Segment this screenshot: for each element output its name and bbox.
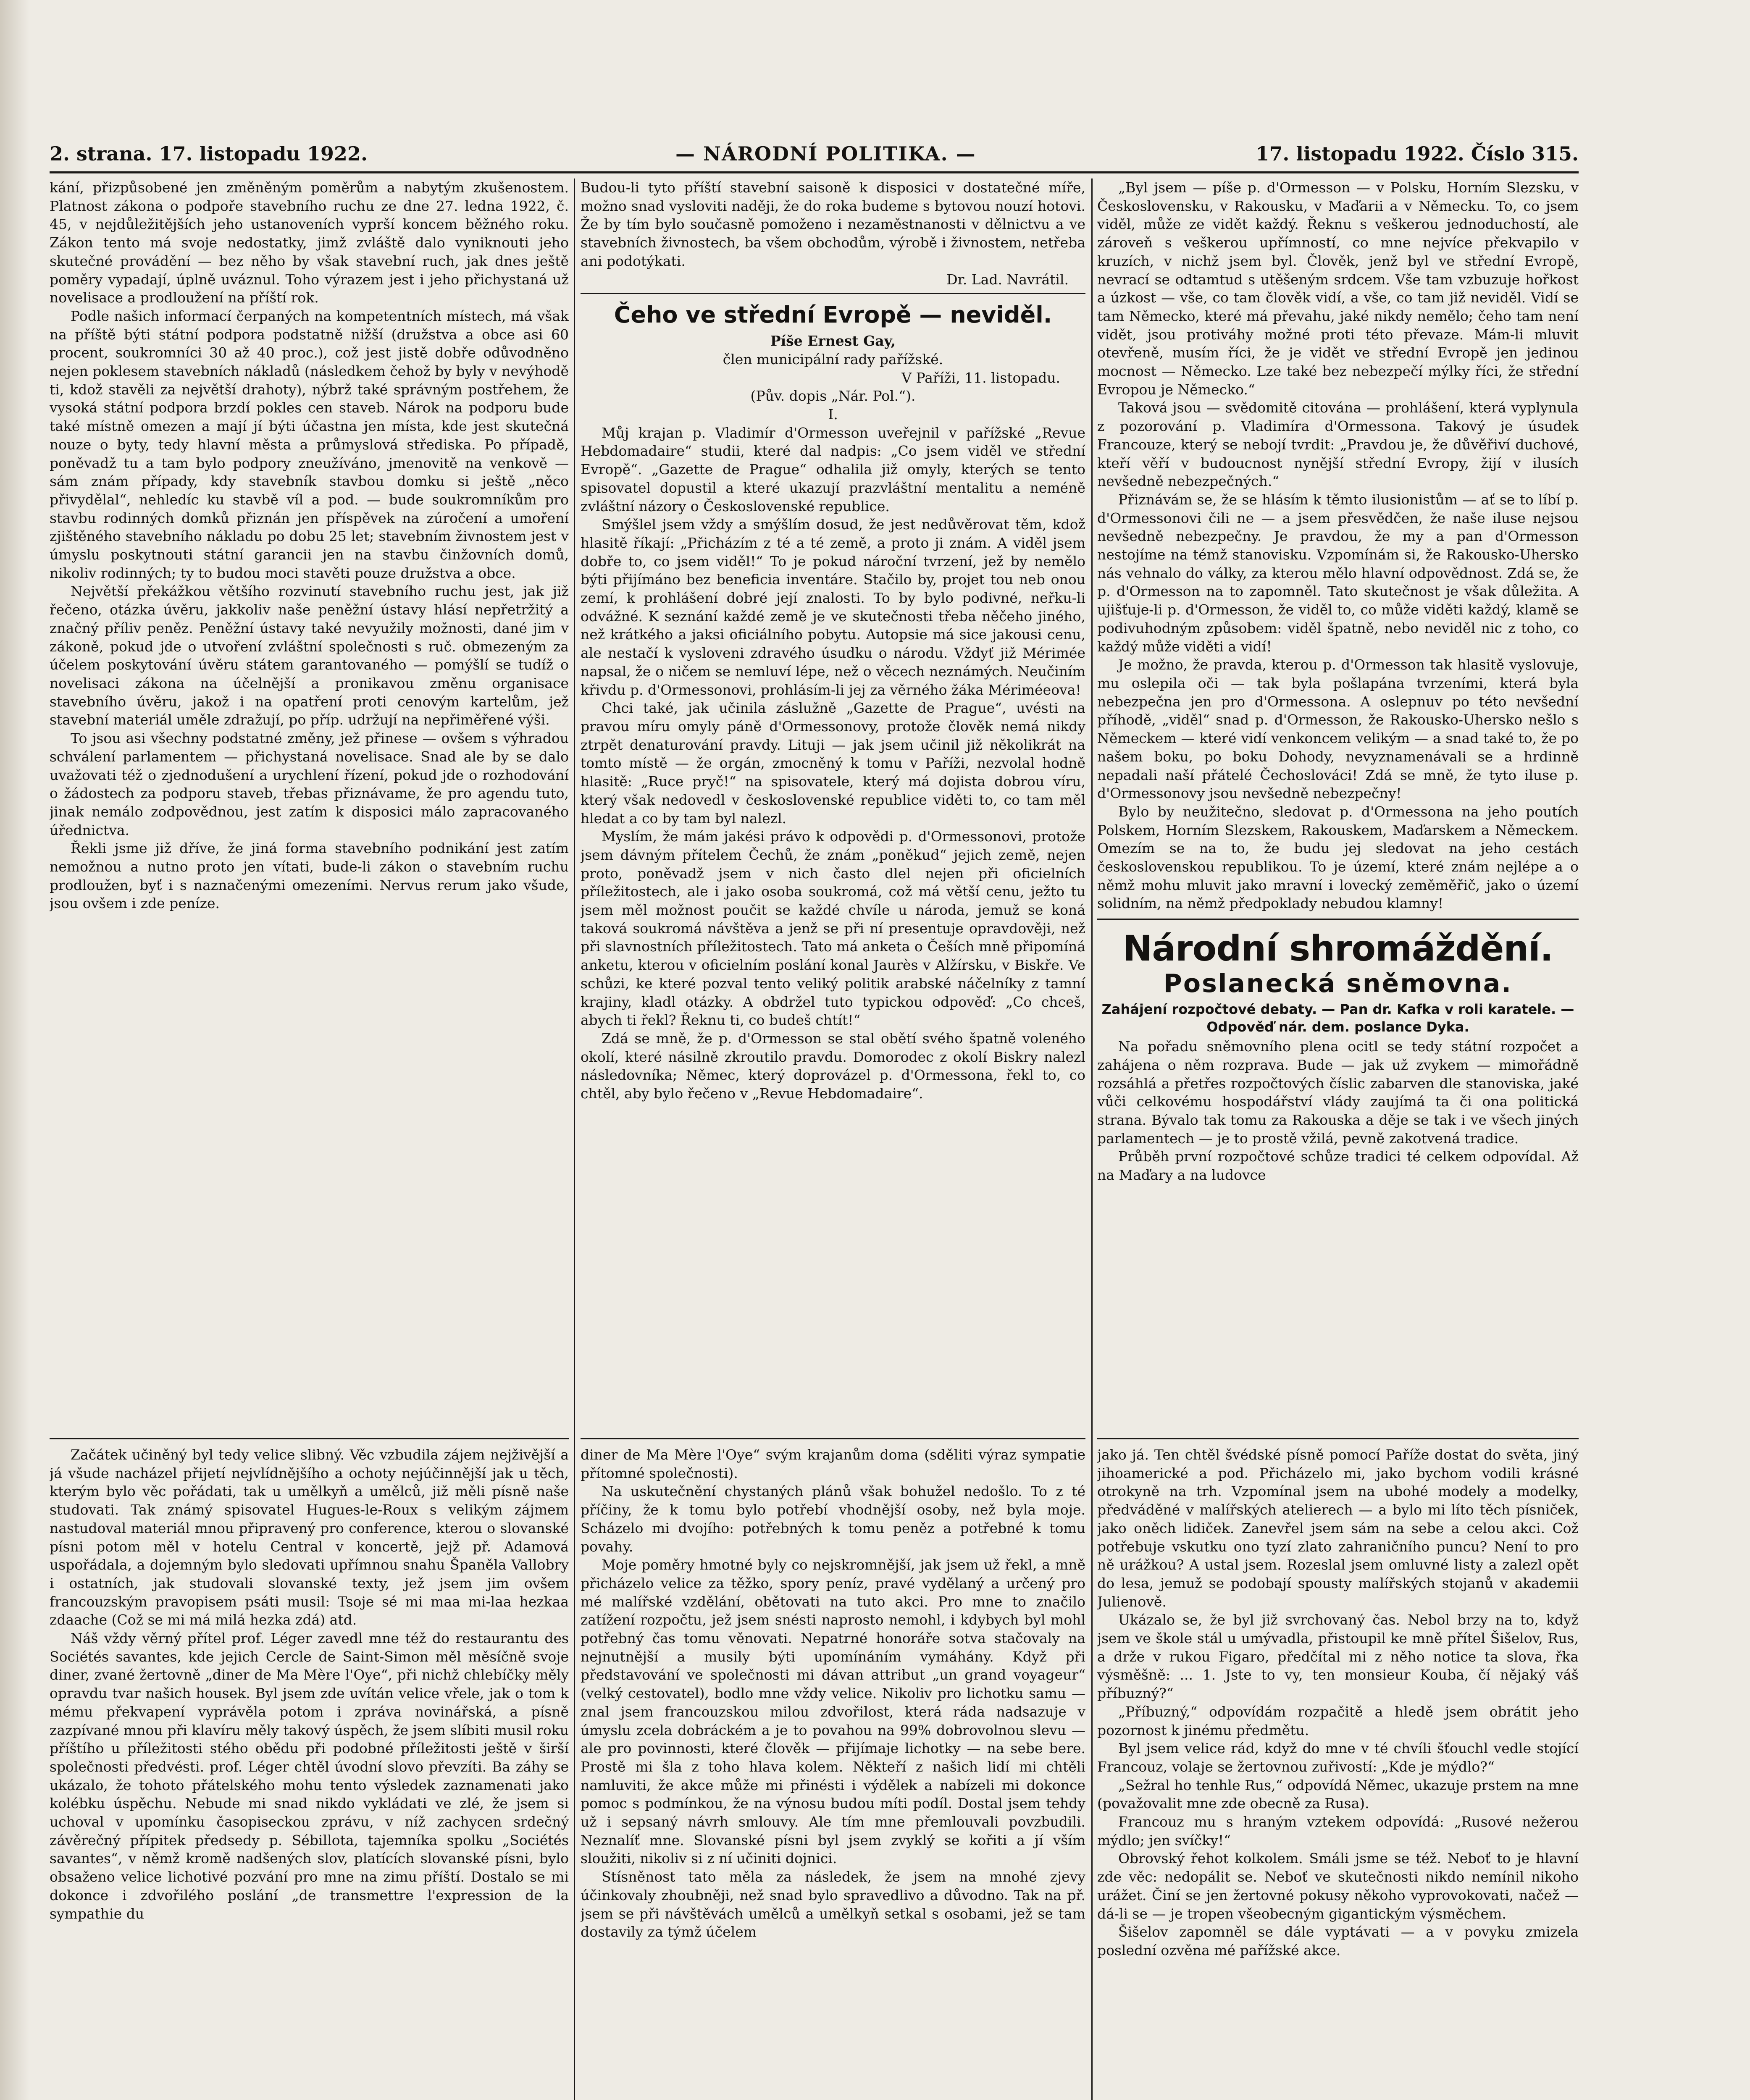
paragraph: Je možno, že pravda, kterou p. d'Ormesson tak hlasitě vyslovuje, mu oslepila oči — tak byla pošlapána tvrzeními, která byla nebezpečna jen pro d'Ormessona. A oslepnuv po této nevšední příhodě, „viděl“ snad p. d'Ormesson, že Rakousko-Uhersko nešlo s Německem — které vidí venkoncem velikým — a snad také to, že po našem boku, po boku Dohody, nevyznamenávali se a hrdinně nepadali naší přátelé Čechoslováci! Zdá se mně, že tyto iluse p. d'Ormessonovy jsou nevšedně nebezpečny! <box>1097 656 1579 802</box>
paragraph: Budou-li tyto příští stavební saisoně k disposici v dostatečné míře, možno snad vysloviti naději, že do roka budeme s bytovou nouzí hotovi. Že by tím bylo současně pomoženo i nezaměstnanosti v dělnictvu a ve stavebních živnostech, ba všem obchodům, výrobě i živnostem, netřeba ani podotýkati. <box>581 179 1085 269</box>
dateline: V Paříži, 11. listopadu. <box>901 369 1060 386</box>
page-edge-shadow <box>0 0 29 2100</box>
paragraph: Průběh první rozpočtové schůze tradici té celkem odpovídal. Až na Maďary a na ludovce <box>1097 1148 1579 1184</box>
parliament-headline: Národní shromáždění. <box>1123 928 1553 969</box>
paragraph: „Sežral ho tenhle Rus,“ odpovídá Němec, ukazuje prstem na mne (považovalit mne zde obecně za Rusa). <box>1097 1777 1579 1812</box>
paragraph: „Příbuzný,“ odpovídám rozpačitě a hledě jsem obrátit jeho pozornost k jinému předmětu. <box>1097 1703 1579 1738</box>
column-rule-1 <box>574 178 575 2100</box>
masthead <box>50 141 1579 171</box>
section-number: I. <box>828 406 838 423</box>
paragraph: Na uskutečnění chystaných plánů však bohužel nedošlo. To z té příčiny, že k tomu bylo potřebí vhodnější osoby, než byla moje. Scházelo mi dvojího: potřebných k tomu peněz a potřebné k tomu povahy. <box>581 1483 1085 1555</box>
parliament-subheadline: Poslanecká sněmovna. <box>1163 969 1513 999</box>
paragraph: kání, přizpůsobené jen změněným poměrům a nabytým zkušenostem. Platnost zákona o podpoře stavebního ruchu ze dne 27. ledna 1922, č. 45, v nejdůležitějších jeho ustanoveních vyprší koncem běžného roku. Zákon tento má svoje nedostatky, jimž zvláště dalo vyniknouti jeho skutečné provádění — bez něho by však stavební ruch, jak dnes ještě poměry vypadají, úplně uváznul. Toho výrazem jest i jeho přichystaná už novelisace a prodloužení na příští rok. <box>50 179 569 306</box>
feuilleton-rule-3 <box>1097 1438 1579 1439</box>
paragraph: Obrovský řehot kolkolem. Smáli jsme se též. Neboť to je hlavní zde věc: nedopálit se. Neboť ve skutečnosti nikdo nemínil nikoho urážet. Činí se jen žertovné pokusy někoho vyprovokovati, načež — dá-li se — je tropen všeobecným gigantickým výsměchem. <box>1097 1850 1579 1922</box>
paragraph: Taková jsou — svědomitě citována — prohlášení, která vyplynula z pozorování p. Vladimíra d'Ormessona. Takový je úsudek Francouze, který se nebojí tvrdit: „Pravdou je, že důvěřiví duchové, kteří věří v budoucnost nynější střední Evropy, žijí v ilusích nevšedně nebezpečných.“ <box>1097 399 1579 490</box>
paragraph: „Byl jsem — píše p. d'Ormesson — v Polsku, Horním Slezsku, v Československu, v Rakousku, v Maďarii a v Německu. To, co jsem viděl, může ze vidět každý. Řeknu s veškerou jednoduchostí, ale zároveň s veškerou upřímností, co mne nejvíce překvapilo v kruzích, v nichž jsem byl. Člověk, jenž byl ve střední Evropě, nevrací se odtamtud s utěšeným srdcem. Vše tam vzbuzuje hořkost a úzkost — vše, co tam člověk vidí, a vše, co tam již neviděl. Vidí se tam Německo, které má převahu, jaké nikdy nemělo; čeho tam není vidět, jsou protiváhy možné proti této převaze. Mám-li mluvit otevřeně, musím říci, že je vidět ve střední Evropě jen jedinou mocnost — Německo. Lze také bez nebezpečí mýlky říci, že střední Evropou je Německo.“ <box>1097 179 1579 398</box>
paragraph: Stísněnost tato měla za následek, že jsem na mnohé zjevy účinkovaly zhoubněji, než snad bylo spravedlivo a důvodno. Tak na př. jsem se při návštěvách umělců a umělkyň setkal s osobami, jež se tam dostavily za týmž účelem <box>581 1869 1085 1940</box>
central-europe-continued-column <box>1097 178 1579 1434</box>
column-rule-2 <box>1091 178 1093 2100</box>
signature: Dr. Lad. Navrátil. <box>946 271 1069 288</box>
byline-author: Píše Ernest Gay, <box>770 333 896 349</box>
paragraph: Francouz mu s hraným vztekem odpovídá: „Rusové nežerou mýdlo; jen svíčky!“ <box>1097 1814 1579 1848</box>
housing-article-column <box>50 178 569 1434</box>
central-europe-article-column <box>581 178 1085 1434</box>
paragraph: Bylo by neužitečno, sledovat p. d'Ormessona na jeho poutích Polskem, Horním Slezskem, Rakouskem, Maďarskem a Německem. Omezím se na to, že budu jej sledovat na jeho cestách československou republikou. To je území, které znám nejlépe a o němž mohu mluvit jako mravní i lovecký zeměměřič, jako o území solidním, na němž předpoklady nebudou klamny! <box>1097 803 1579 912</box>
paragraph: Řekli jsme již dříve, že jiná forma stavebního podnikání jest zatím nemožnou a nutno proto jen vítati, bude-li zákon o stavebním ruchu prodloužen, byť i s naznačenými omezeními. Nervus rerum jako všude, jsou ovšem i zde peníze. <box>50 840 569 912</box>
paragraph: Chci také, jak učinila záslužně „Gazette de Prague“, uvésti na pravou míru omyly páně d'Ormessonovy, protože člověk nemá nikdy ztrpět denaturování pravdy. Lituji — jak jsem učinil již několikrát na tomto místě — že orgán, zmocněný k tomu v Paříži, nezvolal hodně hlasitě: „Ruce pryč!“ na spisovatele, který má dojista dobrou víru, který však nedovedl v československé republice viděti to, co tam měl hledat a co by tam byl nalezl. <box>581 700 1085 827</box>
paragraph: Ukázalo se, že byl již svrchovaný čas. Nebol brzy na to, když jsem ve škole stál u umývadla, přistoupil ke mně přítel Šišelov, Rus, a drže v rukou Figaro, předčítal mi z něho notice ta slova, řka výsměšně: ... 1. Jste to vy, ten monsieur Kouba, čí nějaký váš příbuzný?“ <box>1097 1612 1579 1702</box>
paragraph: Byl jsem velice rád, když do mne v té chvíli šťouchl vedle stojící Francouz, volaje se žertovnou zuřivostí: „Kde je mýdlo?“ <box>1097 1740 1579 1775</box>
paragraph: Přiznávám se, že se hlásím k těmto ilusionistům — ať se to líbí p. d'Ormessonovi čili ne — a jsem přesvědčen, že naše iluse nejsou nevšedně nebezpečny. Je pravdou, že my a pan d'Ormesson nestojíme na témž stanovisku. Vzpomínám si, že Rakousko-Uhersko nás vehnalo do války, za kterou mělo hlavní odpovědnost. Zdá se, že p. d'Ormesson na to zapomněl. Tato skutečnost je však důležita. A ujišťuje-li p. d'Ormesson, že viděl to, co může viděti každý, klamě se podivuhodným způsobem: viděl špatně, nebo neviděl nic z toho, co každý může viděti a vidí! <box>1097 491 1579 655</box>
masthead-rule <box>50 171 1579 173</box>
issue-number-date: 17. listopadu 1922. Číslo 315. <box>1256 142 1579 165</box>
feuilleton-column-3 <box>1097 1446 1579 2100</box>
feuilleton-rule-2 <box>581 1438 1085 1439</box>
paragraph: diner de Ma Mère l'Oye“ svým krajanům doma (sděliti výraz sympatie přítomné společnosti). <box>581 1446 1085 1481</box>
paragraph: Moje poměry hmotné byly co nejskromnější, jak jsem už řekl, a mně přicházelo velice za těžko, spory peníz, pravé vydělaný a určený pro mé malířské vzdělání, obětovati na tuto akci. Pro mne to značilo zatížení rozpočtu, jež jsem snésti naprosto nemohl, i kdybych byl mohl potřebný čas tomu věnovati. Nepatrné honoráře sotva stačovaly na nejnutnější a musily býti upomínáním vymáhány. Když při představování ve společnosti mi dávan attribut „un grand voyageur“ (velký cestovatel), bodlo mne vždy velice. Nikoliv pro lichotku samu — znal jsem francouzskou milou zdvořilost, která ráda nadsazuje v úmyslu zcela dobráckém a je to povahou na 99% dobrovolnou slevu — ale pro povinnosti, které člověk — přijímaje lichotky — na sebe bere. Prostě mi šla z toho hlava kolem. Někteří z našich lidí mi chtěli namluviti, že akce může mi přinésti i výdělek a nabízeli mi dokonce pomoc s podmínkou, že na výnosu budou míti podíl. Dostal jsem tehdy už i sepsaný návrh smlouvy. Ale tím mne přemlouvali povzbudili. Neznalíť mne. Slovanské písni byl jsem zvyklý se kořiti a jí vším sloužiti, nikoliv si z ní učiniti dojnici. <box>581 1557 1085 1867</box>
paragraph: Šišelov zapomněl se dále vyptávati — a v povyku zmizela poslední ozvěna mé pařížské akce. <box>1097 1924 1579 1958</box>
feuilleton-column-1 <box>50 1446 569 2100</box>
paragraph: Smýšlel jsem vždy a smýšlím dosud, že jest nedůvěrovat těm, kdož hlasitě říkají: „Přicházím z té a té země, a proto ji znám. A viděl jsem dobře to, co jsem viděl!“ To je pokud nároční tvrzení, jež by nemělo býti přijímáno bez beneficia inventáre. Stačilo by, projet tou neb onou zemí, k prohlášení dobré její znalosti. To by bylo podivné, neřku-li odvážné. K seznání každé země je ve skutečnosti třeba něčeho jiného, než krátkého a jaksi oficiálního pobytu. Autopsie má sice jakousi cenu, ale nestačí k vysloveni zdravého úsudku o národu. Vždyť již Mérimée napsal, že o ničem se nemluví lépe, než o věcech neznámých. Neučiním křivdu p. d'Ormessonovi, prohlásím-li jej za věrného žáka Mériméeova! <box>581 516 1085 698</box>
paragraph: Myslím, že mám jakési právo k odpovědi p. d'Ormessonovi, protože jsem dávným přítelem Čechů, že znám „poněkud“ jejich země, nejen proto, poněvadž jsem v nich často dlel nejen při oficielních příležitostech, ale i jako osoba soukromá, což má větší cenu, ježto tu jsem měl možnost poučit se každé chvíle u národa, jemuž se koná taková soukromá návštěva a jenž se při ní presentuje opravdověji, než při slavnostních příležitostech. Tato má anketa o Češích mně připomíná anketu, kterou v oficielním poslání konal Jaurès v Alžírsku, v Biskře. Ve schůzi, ke které pozval tento veliký politik arabské náčelníky z tamní krajiny, kladl otázky. A obdržel tuto typickou odpověď: „Co chceš, abych ti řekl? Řeknu ti, co budeš chtít!“ <box>581 828 1085 1029</box>
paragraph: Zdá se mně, že p. d'Ormesson se stal obětí svého špatně voleného okolí, které násilně zkroutilo pravdu. Domorodec z okolí Biskry nalezl následovníka; Němec, který doprovázel p. d'Ormessona, řekl to, co chtěl, aby bylo řečeno v „Revue Hebdomadaire“. <box>581 1030 1085 1102</box>
newspaper-title: — NÁRODNÍ POLITIKA. — <box>675 142 976 165</box>
paragraph: To jsou asi všechny podstatné změny, jež přinese — ovšem s výhradou schválení parlamentem — přichystaná novelisace. Snad ale by se dalo uvažovati též o zjednodušení a urychlení řízení, pokud jde o rozhodování o žádostech za podporu staveb, třebas přiznávame, že pro agendu tuto, jinak nemálo zodpovědnou, jest zatím k disposici málo zapracovaného úřednictva. <box>50 730 569 838</box>
paragraph: Na pořadu sněmovního plena ocitl se tedy státní rozpočet a zahájena o něm rozprava. Bude — jak už zvykem — mimořádně rozsáhlá a přetřes rozpočtových číslic zabarven dle stanoviska, jaké vůči celkovému hospodářství vlády zaujímá ta či ona politická strana. Bývalo tak tomu za Rakouska a děje se tak i ve všech jiných parlamentech — je to prostě vžilá, pevně zakotvená tradice. <box>1097 1038 1579 1147</box>
origin-note: (Pův. dopis „Nár. Pol.“). <box>750 388 916 404</box>
feuilleton-rule-1 <box>50 1438 569 1439</box>
paragraph: Největší překážkou většího rozvinutí stavebního ruchu jest, jak již řečeno, otázka úvěru, jakkoliv naše peněžní ústavy hlásí nepřetržitý a značný příliv peněz. Peněžní ústavy také nevyužily možnosti, dané jim v zákoně, pokud jde o utvoření zvláštní společnosti s ruč. obmezeným za účelem poskytování úvěru státem garantovaného — pomýšlí se tudíž o novelisaci zákona na účelnější a pronikavou změnu organisace stavebního úvěru, jakož i na opatření proti cenovým kartelům, jež stavební materiál uměle zdražují, po příp. udržují na nepřiměřené výši. <box>50 583 569 728</box>
article-separator <box>1097 919 1579 920</box>
parliament-summary: Zahájení rozpočtové debaty. — Pan dr. Kafka v roli karatele. — Odpověď nár. dem. poslance Dyka. <box>1101 1001 1574 1035</box>
paragraph: Náš vždy věrný přítel prof. Léger zavedl mne též do restaurantu des Sociétés savantes, kde jejich Cercle de Saint-Simon měl měsíčně svoje diner, zvané žertovně „diner de Ma Mère l'Oye“, při nichž chlebíčky měly opravdu tvar našich housek. Byl jsem zde uvítán velice vřele, jak o tom k mému překvapení vyprávěla potom i zpráva novinářská, a písně zazpívané mnou při klavíru měly takový úspěch, že jsem slíbiti musil roku příštího u příležitosti stého obědu při podobné příležitosti ještě v širší společnosti předvésti. prof. Léger chtěl úvodní slovo převzíti. Ba záhy se ukázalo, že tohoto přátelského mohu tento výsledek zaznamenati jako kolébku úspěchu. Nebude mi snad nikdo vykládati ve zlé, že jsem si uchoval v upomínku časopiseckou zprávu, v níž zachycen srdečný závěrečný přípitek předsedy p. Sébillota, tajemníka spolku „Sociétés savantes“, v němž kromě nadšených slov, platících slovanské písni, bylo obsaženo velice lichotivé pozvání pro mne na zimu příští. Dostalo se mi dokonce i zdvořilého poslání „de transmettre l'expression de la sympathie du <box>50 1630 569 1922</box>
paragraph: Začátek učiněný byl tedy velice slibný. Věc vzbudila zájem nejživější a já všude nacházel přijetí nejvlídnějšího a ochoty nejúčinnější jak u těch, kterým bylo věc pořádati, tak u umělkyň a umělců, již měli písně naše studovati. Tak známý spisovatel Hugues-le-Roux s velikým zájmem nastudoval materiál mnou připravený pro conference, kterou o slovanské písni potom měl v hotelu Central v koncertě, jejž př. Adamová uspořádala, a dojemným bylo sledovati upřímnou snahu Španěla Vallobry i ostatních, jak studovali slovanské texty, jež jsem jim ovšem francouzským pravopisem psáti musil: Tsoje sé mi maa mi-laa hezkaa zdaache (Což se mi má milá hezka zdá) atd. <box>50 1446 569 1628</box>
article-headline: Čeho ve střední Evropě — neviděl. <box>614 302 1052 328</box>
paragraph: Podle našich informací čerpaných na kompetentních místech, má však na příště býti státní podpora podstatně nižší (družstva a obce asi 60 procent, soukromníci 30 až 40 proc.), což jest jistě dobře odůvodněno nejen poklesem stavebních nákladů (následkem čehož by byly v nevýhodě ti, kdož stavěli za největší drahoty), nýbrž také správným postřehem, že vysoká státní podpora brzdí pokles cen staveb. Nárok na podporu bude také místně omezen a mají jí býti účastna jen místa, kde jest skutečná nouze o byty, tedy hlavní města a průmyslová střediska. Po případě, poněvadž tu a tam bylo podpory zneužíváno, jmenovitě na venkově — sám znám případy, kdy stavebník stavbou domku si ještě „něco přivydělal“, nehledíc ku stavbě víl a pod. — bude soukromníkům pro stavbu rodinných domků přiznán jen příspěvek na zúročení a umoření zjištěného stavebního nákladu po dobu 25 let; stavebním živnostem jest v úmyslu poskytnouti státní garancii jen na stavbu činžovních domů, nikoliv rodinných; ty to budou moci stavěti pouze družstva a obce. <box>50 307 569 581</box>
paragraph: Můj krajan p. Vladimír d'Ormesson uveřejnil v pařížské „Revue Hebdomadaire“ studii, které dal nadpis: „Co jsem viděl ve střední Evropě“. „Gazette de Prague“ odhalila již omyly, kterých se tento spisovatel dopustil a které ukazují prazvláštní mentalitu a neméně zvláštní názory o Československé republice. <box>581 424 1085 514</box>
article-separator <box>581 293 1085 294</box>
page-number-date: 2. strana. 17. listopadu 1922. <box>50 142 368 165</box>
byline-role: člen municipální rady pařížské. <box>723 351 943 368</box>
paragraph: jako já. Ten chtěl švédské písně pomocí Paříže dostat do světa, jiný jihoamerické a pod. Přicházelo mi, jako bychom vodili krásné otrokyně na trh. Vzpomínal jsem na ubohé modely a modelky, předváděné v malířských atelierech — a bylo mi líto těch písniček, jako oněch lidiček. Zanevřel jsem sám na sebe a celou akci. Což potřebuje vskutku ono tyzí zlato zahraničního puncu? Není to pro ně urážkou? A ustal jsem. Rozeslal jsem omluvné listy a zalezl opět do lesa, jemuž se podobají spousty malířských stojanů v akademii Julienově. <box>1097 1446 1579 1610</box>
feuilleton-column-2 <box>581 1446 1085 2100</box>
